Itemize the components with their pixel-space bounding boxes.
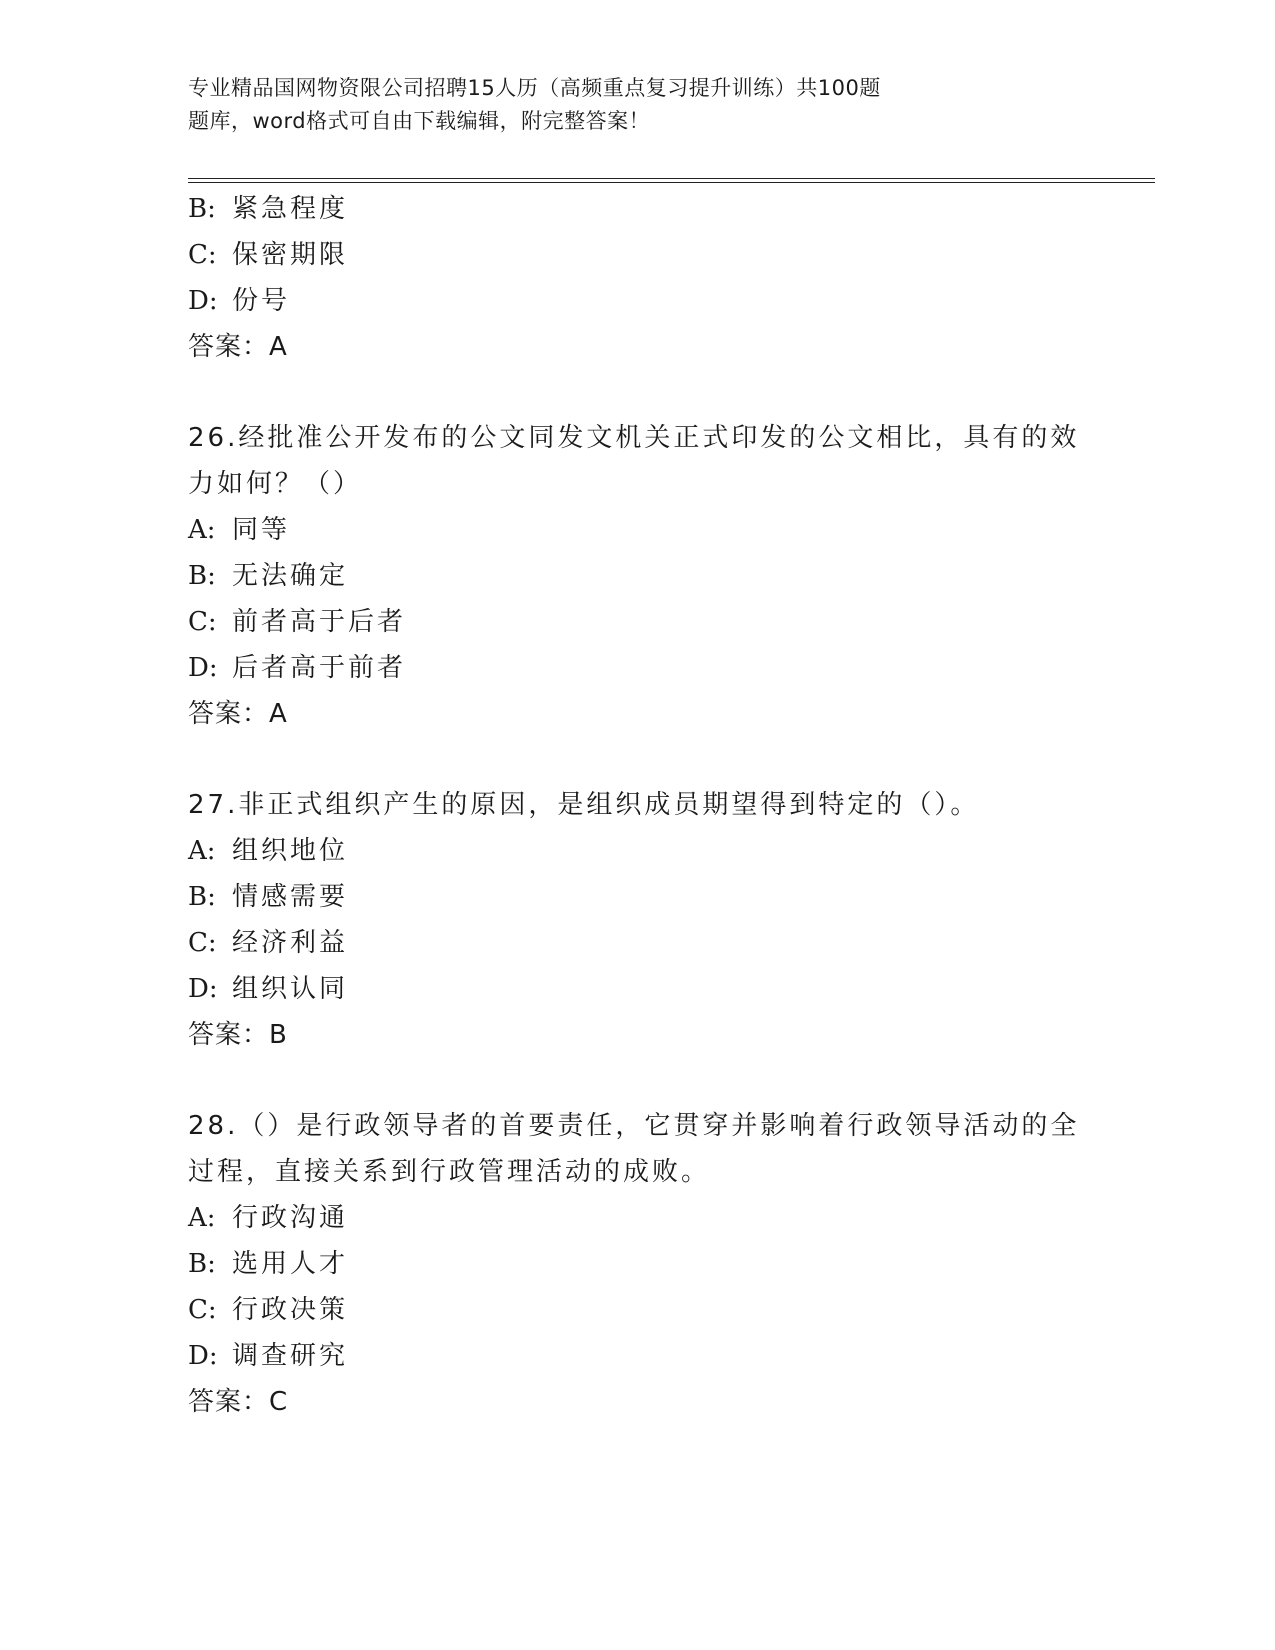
- option-b: B: 紧急程度: [188, 194, 349, 224]
- question-block-26: [188, 415, 1088, 737]
- option-d: D: 份号: [188, 286, 291, 316]
- option-c: C: 保密期限: [188, 240, 349, 270]
- answer-line: 答案：C: [188, 1387, 289, 1417]
- question-block-27: [188, 782, 1088, 1058]
- question-text: 27.非正式组织产生的原因，是组织成员期望得到特定的（）。: [188, 790, 980, 820]
- option-a: A: 同等: [188, 515, 291, 545]
- answer-line: 答案：A: [188, 332, 288, 362]
- option-d: D: 调查研究: [188, 1341, 349, 1371]
- question-block-prev: [188, 186, 1088, 370]
- header-line-1: 专业精品国网物资限公司招聘15人历（高频重点复习提升训练）共100题: [188, 76, 881, 100]
- option-b: B: 无法确定: [188, 561, 349, 591]
- option-c: C: 前者高于后者: [188, 607, 407, 637]
- option-c: C: 经济利益: [188, 928, 349, 958]
- question-list: [188, 186, 1088, 1425]
- answer-line: 答案：B: [188, 1020, 288, 1050]
- question-text: 26.经批准公开发布的公文同发文机关正式印发的公文相比，具有的效力如何？（）: [188, 423, 1080, 499]
- document-header: [188, 72, 1018, 138]
- answer-line: 答案：A: [188, 699, 288, 729]
- header-line-2: 题库，word格式可自由下载编辑，附完整答案！: [188, 109, 651, 133]
- option-b: B: 选用人才: [188, 1249, 349, 1279]
- option-a: A: 行政沟通: [188, 1203, 349, 1233]
- header-divider: [188, 178, 1155, 183]
- option-d: D: 组织认同: [188, 974, 349, 1004]
- question-block-28: [188, 1103, 1088, 1425]
- option-b: B: 情感需要: [188, 882, 349, 912]
- option-c: C: 行政决策: [188, 1295, 349, 1325]
- option-d: D: 后者高于前者: [188, 653, 407, 683]
- option-a: A: 组织地位: [188, 836, 349, 866]
- question-text: 28.（）是行政领导者的首要责任，它贯穿并影响着行政领导活动的全过程，直接关系到行政管理活动的成败。: [188, 1111, 1080, 1187]
